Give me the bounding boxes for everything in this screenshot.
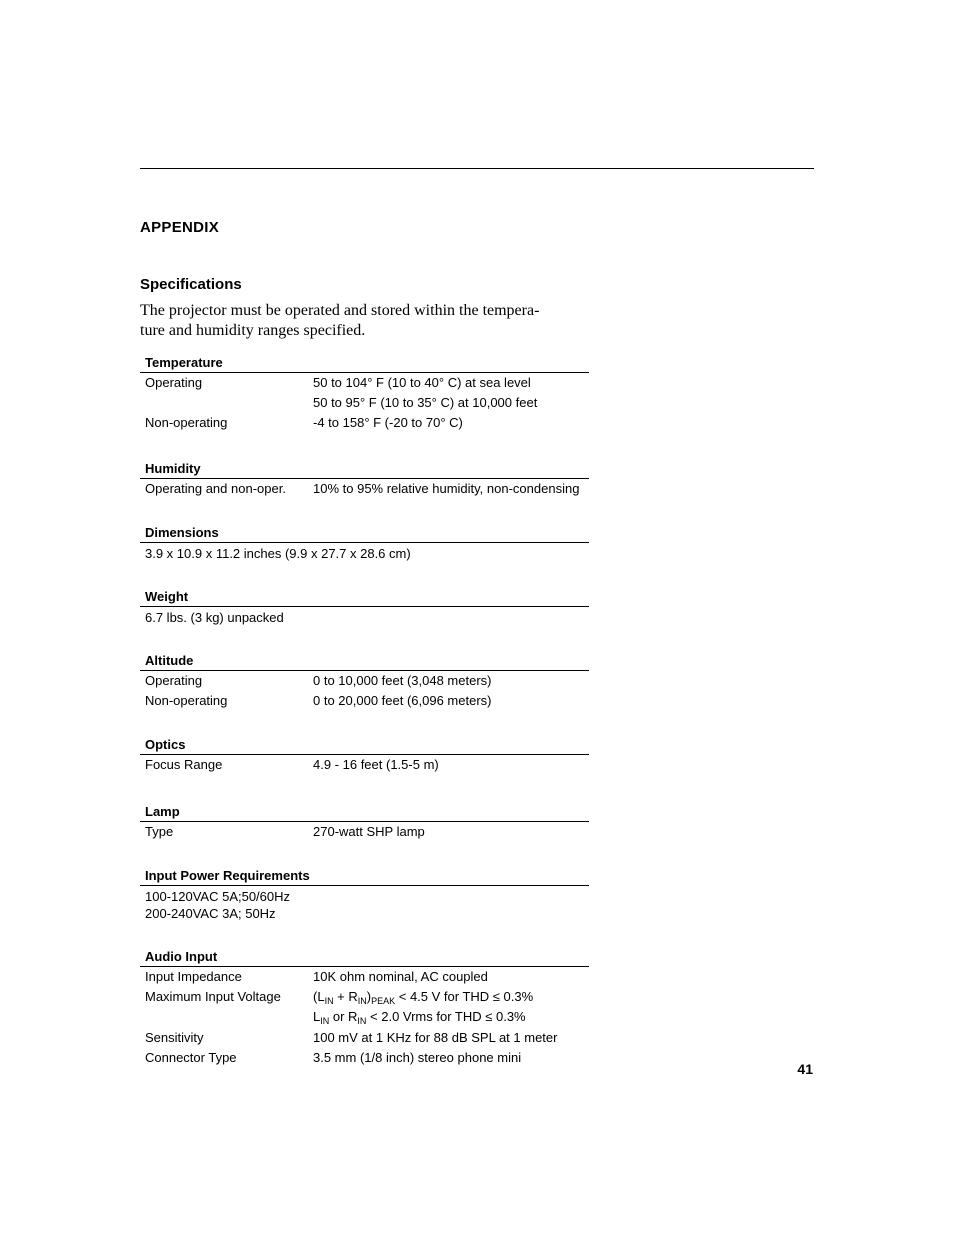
page-number: 41 <box>797 1061 813 1077</box>
power-value <box>140 886 589 922</box>
row-value: 50 to 95° F (10 to 35° C) at 10,000 feet <box>313 395 538 410</box>
power-line: 200-240VAC 3A; 50Hz <box>145 906 276 921</box>
intro-paragraph <box>140 301 590 341</box>
row-label: Maximum Input Voltage <box>145 989 281 1004</box>
dimensions-section <box>140 523 589 562</box>
optics-section <box>140 735 589 775</box>
table-row <box>140 967 589 987</box>
row-value: 50 to 104° F (10 to 40° C) at sea level <box>313 375 531 390</box>
table-row <box>140 1007 589 1027</box>
weight-section <box>140 587 589 626</box>
table-row <box>140 1027 589 1048</box>
power-line: 100-120VAC 5A;50/60Hz <box>145 889 291 904</box>
row-value: 100 mV at 1 KHz for 88 dB SPL at 1 meter <box>313 1030 558 1045</box>
humidity-heading: Humidity <box>140 459 589 479</box>
intro-line: The projector must be operated and stored within the tempera- <box>140 302 540 319</box>
weight-heading: Weight <box>140 587 589 607</box>
humidity-section <box>140 459 589 499</box>
table-row <box>140 822 589 842</box>
lamp-heading: Lamp <box>140 802 589 822</box>
weight-value: 6.7 lbs. (3 kg) unpacked <box>145 610 284 625</box>
row-label: Operating <box>145 673 203 688</box>
lamp-section <box>140 802 589 842</box>
temperature-section <box>140 353 589 433</box>
table-row <box>140 393 589 413</box>
row-label: Input Impedance <box>145 969 242 984</box>
row-label: Sensitivity <box>145 1030 204 1045</box>
intro-line: ture and humidity ranges specified. <box>140 322 366 339</box>
top-rule <box>140 168 814 169</box>
audio-heading: Audio Input <box>140 947 589 967</box>
altitude-section <box>140 651 589 711</box>
row-value: 0 to 10,000 feet (3,048 meters) <box>313 673 492 688</box>
optics-heading: Optics <box>140 735 589 755</box>
table-row <box>140 479 589 499</box>
row-label: Non-operating <box>145 415 228 430</box>
row-value: $L_{IN}$ or $R_{IN} < 2.0$ Vrms for THD ≤ 0.3% <box>313 1009 526 1026</box>
row-label: Non-operating <box>145 693 228 708</box>
table-row <box>140 373 589 393</box>
row-label: Operating and non-oper. <box>145 481 286 496</box>
row-value: 0 to 20,000 feet (6,096 meters) <box>313 693 492 708</box>
row-label: Operating <box>145 375 203 390</box>
power-heading: Input Power Requirements <box>140 866 589 886</box>
power-section <box>140 866 589 922</box>
row-label: Connector Type <box>145 1050 237 1065</box>
dimensions-value: 3.9 x 10.9 x 11.2 inches (9.9 x 27.7 x 28.6 cm) <box>145 546 411 561</box>
table-row <box>140 987 589 1007</box>
altitude-heading: Altitude <box>140 651 589 671</box>
row-label: Focus Range <box>145 757 223 772</box>
row-value: -4 to 158° F (-20 to 70° C) <box>313 415 463 430</box>
appendix-heading: APPENDIX <box>140 219 220 236</box>
table-row <box>140 755 589 775</box>
table-row <box>140 671 589 691</box>
row-value: $(L_{IN} + R_{IN})_{PEAK} < 4.5$ V for THD ≤ 0.3% <box>313 989 534 1006</box>
temperature-heading: Temperature <box>140 353 589 373</box>
row-value: 10% to 95% relative humidity, non-condensing <box>313 481 580 496</box>
table-row <box>140 1048 589 1068</box>
row-value: 10K ohm nominal, AC coupled <box>313 969 488 984</box>
table-row <box>140 691 589 711</box>
row-label: Type <box>145 824 174 839</box>
dimensions-heading: Dimensions <box>140 523 589 543</box>
row-value: 4.9 - 16 feet (1.5-5 m) <box>313 757 439 772</box>
specifications-heading: Specifications <box>140 276 242 293</box>
row-value: 3.5 mm (1/8 inch) stereo phone mini <box>313 1050 522 1065</box>
audio-section <box>140 947 589 1068</box>
table-row <box>140 413 589 433</box>
row-value: 270-watt SHP lamp <box>313 824 425 839</box>
